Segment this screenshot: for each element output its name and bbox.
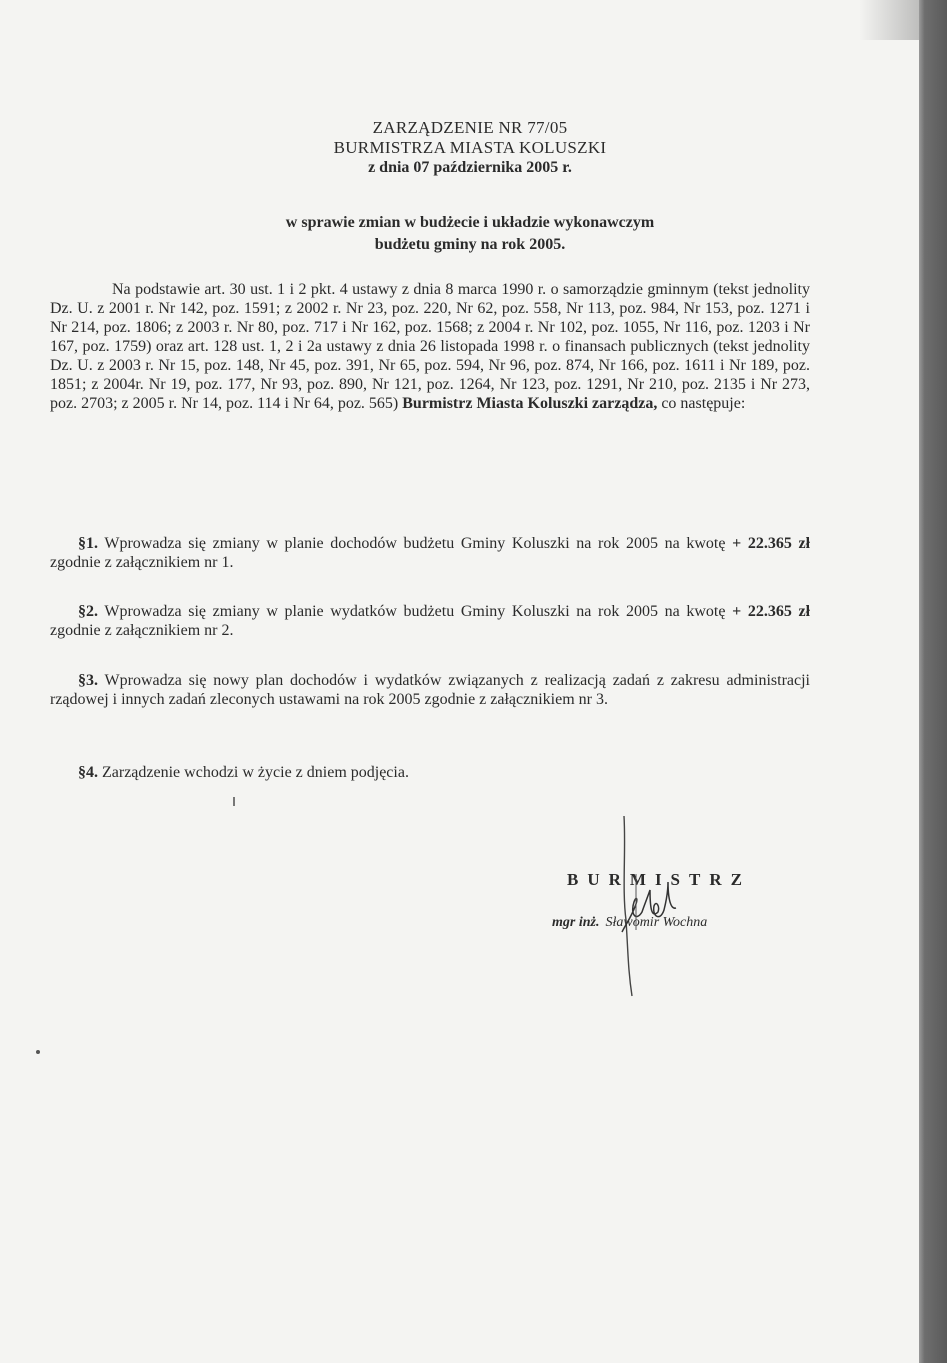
section-text: Wprowadza się zmiany w planie dochodów budżetu Gminy Koluszki na rok 2005 na kwotę	[104, 535, 726, 552]
section-3	[50, 671, 810, 709]
section-text: Wprowadza się zmiany w planie wydatków budżetu Gminy Koluszki na rok 2005 na kwotę	[104, 603, 726, 620]
section-text-end: zgodnie z załącznikiem nr 1.	[50, 554, 234, 571]
section-text: Wprowadza się nowy plan dochodów i wydatków związanych z realizacją zadań z zakresu administracji rządowej i innych zadań zleconych ustawami na rok 2005 zgodnie z załącznikiem nr 3.	[50, 672, 810, 708]
section-amount: + 22.365 zł	[732, 535, 811, 552]
section-amount: + 22.365 zł	[732, 603, 811, 620]
section-1	[50, 534, 810, 572]
section-number: §4.	[78, 764, 98, 781]
section-4	[50, 763, 810, 782]
section-2	[50, 602, 810, 640]
scan-speck	[36, 1050, 40, 1054]
signature-stamp	[540, 860, 820, 1000]
subject-line-1: w sprawie zmian w budżecie i układzie wykonawczym	[285, 214, 655, 231]
header-title: ZARZĄDZENIE NR 77/05	[372, 118, 568, 137]
header-date: z dnia 07 października 2005 r.	[368, 159, 572, 176]
legal-basis-bold: Burmistrz Miasta Koluszki zarządza,	[402, 395, 658, 412]
section-text: Zarządzenie wchodzi w życie z dniem podjęcia.	[102, 764, 409, 781]
legal-basis-tail: co następuje:	[661, 395, 746, 412]
signature-name: Sławomir Wochna	[605, 915, 708, 930]
handwritten-signature-icon	[540, 860, 820, 1000]
subject-line-2: budżetu gminy na rok 2005.	[374, 236, 566, 253]
signature-prefix: mgr inż.	[552, 915, 600, 930]
document-header	[200, 118, 740, 178]
scan-edge	[919, 0, 947, 1363]
section-number: §3.	[78, 672, 98, 689]
section-number: §2.	[78, 603, 98, 620]
signature-title: BURMISTRZ	[567, 870, 751, 889]
section-text-end: zgodnie z załącznikiem nr 2.	[50, 622, 234, 639]
header-issuer: BURMISTRZA MIASTA KOLUSZKI	[333, 138, 607, 157]
legal-basis-text: Na podstawie art. 30 ust. 1 i 2 pkt. 4 ustawy z dnia 8 marca 1990 r. o samorządzie gminnym (tekst jednolity Dz. U. z 2001 r. Nr 142, poz. 1591; z 2002 r. Nr 23, poz. 220, Nr 62, poz. 558, Nr 113, poz. 984, Nr 153, poz. 1271 i Nr 214, poz. 1806; z 2003 r. Nr 80, poz. 717 i Nr 162, poz. 1568; z 2004 r. Nr 102, poz. 1055, Nr 116, poz. 1203 i Nr 167, poz. 1759) oraz art. 128 ust. 1, 2 i 2a ustawy z dnia 26 listopada 1998 r. o finansach publicznych (tekst jednolity Dz. U. z 2003 r. Nr 15, poz. 148, Nr 45, poz. 391, Nr 65, poz. 594, Nr 96, poz. 874, Nr 166, poz. 1611 i Nr 189, poz. 1851; z 2004r. Nr 19, poz. 177, Nr 93, poz. 890, Nr 121, poz. 1264, Nr 123, poz. 1291, Nr 210, poz. 2135 i Nr 273, poz. 2703; z 2005 r. Nr 14, poz. 114 i Nr 64, poz. 565)	[50, 281, 810, 412]
scan-shadow	[859, 0, 919, 40]
legal-basis-paragraph	[50, 280, 810, 413]
document-subject	[150, 212, 790, 256]
scan-speck	[233, 797, 235, 806]
section-number: §1.	[78, 535, 98, 552]
